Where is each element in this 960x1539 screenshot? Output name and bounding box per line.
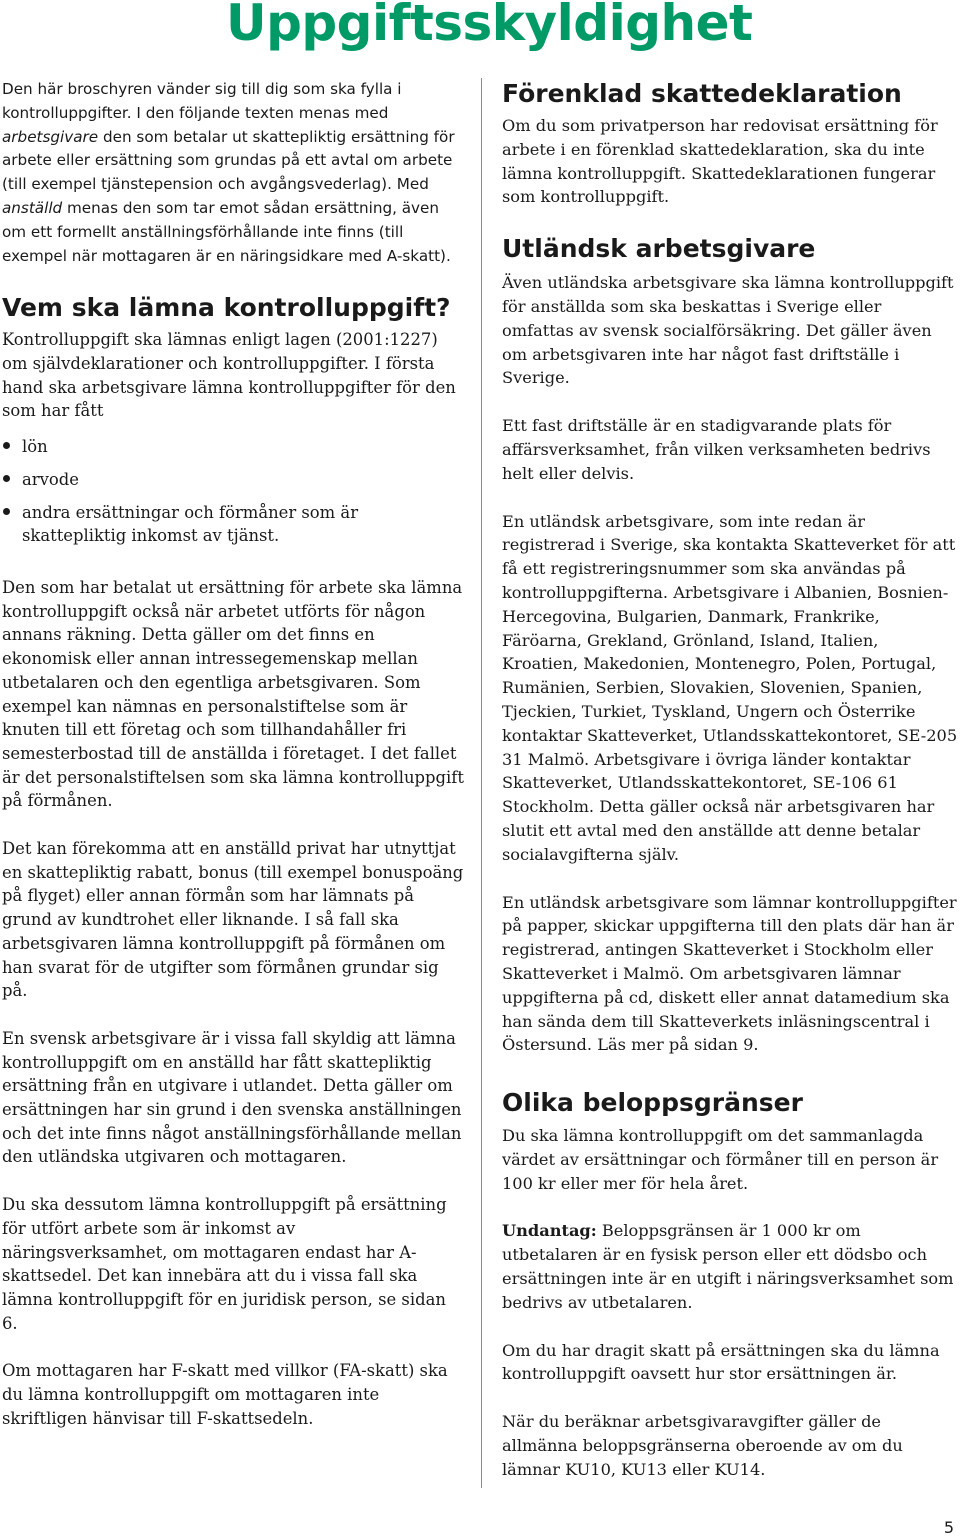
undantag-label: Undantag: [502, 1221, 597, 1241]
bullet-dot-icon [3, 442, 10, 449]
term-arbetsgivare: arbetsgivare [2, 127, 99, 146]
column-divider [481, 78, 482, 1488]
paragraph-svensk-arbetsgivare: En svensk arbetsgivare är i vissa fall skyldig att lämna kontrolluppgift om en anställd har fått skattepliktig ersättning från en utgivare i utlandet. Detta gäller om ersättningen har sin grund i den svenska anställningen och det inte finns något anställningsförhållande mellan den utländska utgivaren och mottagaren. [2, 1028, 462, 1167]
bullet-text: lön [22, 437, 48, 457]
paragraph-olika-3: Om du har dragit skatt på ersättningen ska du lämna kontrolluppgift oavsett hur stor ersättningen är. [502, 1340, 940, 1384]
bullet-item [2, 501, 464, 548]
paragraph-utlandsk-1: Även utländska arbetsgivare ska lämna kontrolluppgift för anställda som ska beskattas i Sverige eller omfattas av svensk socialförsäkring. Det gäller även om arbetsgivaren inte har något fast driftställe i Sverige. [502, 273, 954, 388]
paragraph-f-skatt: Om mottagaren har F-skatt med villkor (FA-skatt) ska du lämna kontrolluppgift om mottagaren inte skriftligen hänvisar till F-skattsedeln. [2, 1361, 448, 1428]
paragraph-utlandsk-2: Ett fast driftställe är en stadigvarande plats för affärsverksamhet, från vilken verksamheten bedrivs helt eller delvis. [502, 416, 931, 483]
paragraph-utlandsk-4: En utländsk arbetsgivare som lämnar kontrolluppgifter på papper, skickar uppgifterna till den plats där han är registrerad, antingen Skatteverket i Stockholm eller Skatteverket i Malmö. Om arbetsgivaren lämnar uppgifterna på cd, diskett eller annat datamedium ska han sända dem till Skatteverkets inläsningscentral i Östersund. Läs mer på sidan 9. [502, 892, 957, 1055]
paragraph-olika-1: Du ska lämna kontrolluppgift om det sammanlagda värdet av ersättningar och förmåner till en person är 100 kr eller mer för hela året. [502, 1126, 939, 1193]
paragraph-utlandsk-3: En utländsk arbetsgivare, som inte redan är registrerad i Sverige, ska kontakta Skatteverket för att få ett registreringsnummer som ska användas på kontrolluppgifterna. Arbetsgivare i Albanien, Bosnien-Hercegovina, Bulgarien, Danmark, Frankrike, Färöarna, Grekland, Grönland, Island, Italien, Kroatien, Makedonien, Montenegro, Polen, Portugal, Rumänien, Serbien, Slovakien, Slovenien, Spanien, Tjeckien, Turkiet, Tyskland, Ungern och Österrike kontaktar Skatteverket, Utlandsskattekontoret, SE-205 31 Malmö. Arbetsgivare i övriga länder kontaktar Skatteverket, Utlandsskattekontoret, SE-106 61 Stockholm. Detta gäller också när arbetsgivaren har slutit ett avtal med den anställde att denne betalar socialavgifterna själv. [502, 511, 958, 864]
bullet-list [2, 435, 464, 548]
page-title: Uppgiftsskyldighet [226, 0, 753, 52]
heading-utlandsk-arbetsgivare: Utländsk arbetsgivare [502, 234, 816, 264]
bullet-text: andra ersättningar och förmåner som är skattepliktig inkomst av tjänst. [22, 502, 359, 546]
left-column [2, 78, 464, 1455]
paragraph-olika-4: När du beräknar arbetsgivaravgifter gäller de allmänna beloppsgränserna oberoende av om du lämnar KU10, KU13 eller KU14. [502, 1412, 903, 1479]
paragraph-vem: Kontrolluppgift ska lämnas enligt lagen (2001:1227) om självdeklarationer och kontrolluppgifter. I första hand ska arbetsgivare lämna kontrolluppgifter för den som har fått [2, 330, 456, 421]
paragraph-dessutom: Du ska dessutom lämna kontrolluppgift på ersättning för utfört arbete som är inkomst av näringsverksamhet, om mottagaren endast har A-skattsedel. Det kan innebära att du i vissa fall ska lämna kontrolluppgift för en juridisk person, se sidan 6. [2, 1195, 447, 1333]
right-column [502, 78, 958, 1506]
intro-paragraph [2, 78, 464, 268]
heading-olika-beloppsgranser: Olika beloppsgränser [502, 1088, 803, 1118]
bullet-item [2, 468, 464, 492]
paragraph-betalat: Den som har betalat ut ersättning för arbete ska lämna kontrolluppgift också när arbetet utförts för någon annans räkning. Detta gäller om det finns en ekonomisk eller annan intressegemenskap mellan utbetalaren och den egentliga arbetsgivaren. Som exempel kan nämnas en personalstiftelse som är knuten till ett företag och som tillhandahåller fri semesterbostad till de anställda i företaget. I det fallet är det personalstiftelsen som ska lämna kontrolluppgift på förmånen. [2, 578, 464, 811]
heading-forenklad-skattedeklaration: Förenklad skattedeklaration [502, 79, 902, 108]
bullet-item [2, 435, 464, 459]
bullet-dot-icon [3, 475, 10, 482]
intro-text-1: Den här broschyren vänder sig till dig som ska fylla i kontrolluppgifter. I den följande texten menas med [2, 80, 402, 122]
paragraph-forekomma: Det kan förekomma att en anställd privat har utnyttjat en skattepliktig rabatt, bonus (till exempel bonuspoäng på flyget) eller annan förmån som har lämnats på grund av kundtrohet eller liknande. I så fall ska arbetsgivaren lämna kontrolluppgift på förmånen om han svarat för de utgifter som förmånen grundar sig på. [2, 839, 464, 1001]
bullet-dot-icon [3, 508, 10, 515]
page-number: 5 [943, 1518, 954, 1537]
intro-text-2: den som betalar ut skattepliktig ersättning för arbete eller ersättning som grundas på ett avtal om arbete (till exempel tjänstepension och avgångsvederlag). Med [2, 127, 455, 194]
term-anstalld: anställd [2, 198, 63, 217]
undantag-text: Beloppsgränsen är 1 000 kr om utbetalaren är en fysisk person eller ett dödsbo och ersättningen inte är en utgift i näringsverksamhet som bedrivs av utbetalaren. [502, 1221, 954, 1312]
paragraph-undantag [502, 1219, 958, 1314]
heading-vem-ska-lamna: Vem ska lämna kontrolluppgift? [2, 293, 451, 323]
bullet-text: arvode [22, 469, 79, 489]
intro-text-3: menas den som tar emot sådan ersättning, även om ett formellt anställningsförhållande inte finns (till exempel när mottagaren är en näringsidkare med A-skatt). [2, 198, 451, 265]
paragraph-forenklad: Om du som privatperson har redovisat ersättning för arbete i en förenklad skattedeklaration, ska du inte lämna kontrolluppgift. Skattedeklarationen fungerar som kontrolluppgift. [502, 116, 938, 207]
